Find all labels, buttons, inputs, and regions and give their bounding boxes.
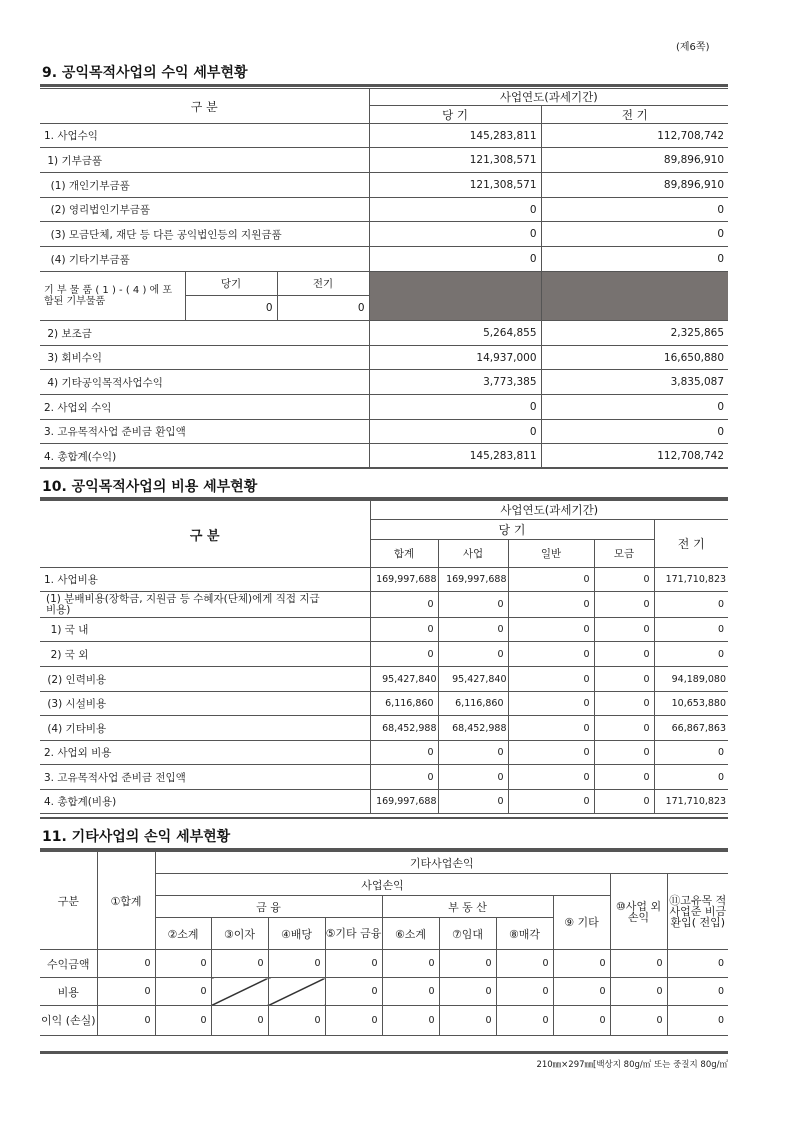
header-period: 사업연도(과세기간) bbox=[369, 89, 728, 106]
current-value: 145,283,811 bbox=[369, 444, 541, 469]
donated-goods-label: 기 부 물 품 ( 1 ) - ( 4 ) 에 포함된 기부물품 bbox=[40, 272, 185, 321]
header-period: 사업연도(과세기간) bbox=[370, 501, 728, 520]
value-cell: 0 bbox=[211, 950, 268, 978]
value-cell: 0 bbox=[439, 1006, 496, 1036]
section-10-bottom-rule bbox=[40, 817, 728, 819]
total-value: 68,452,988 bbox=[370, 716, 438, 741]
previous-value: 2,325,865 bbox=[541, 321, 728, 346]
fund-value: 0 bbox=[594, 592, 654, 618]
table-row bbox=[40, 148, 728, 173]
value-cell: 0 bbox=[382, 978, 439, 1006]
value-cell: 0 bbox=[155, 1006, 211, 1036]
header-realestate: 부 동 산 bbox=[382, 896, 553, 918]
current-value: 0 bbox=[369, 395, 541, 420]
table-row bbox=[40, 978, 728, 1006]
value-cell: 0 bbox=[268, 950, 325, 978]
table-row bbox=[40, 642, 728, 667]
section-11-title: 11. 기타사업의 손익 세부현황 bbox=[42, 829, 231, 845]
business-value: 0 bbox=[438, 741, 508, 765]
header-finance: 금 융 bbox=[155, 896, 382, 918]
previous-value: 171,710,823 bbox=[654, 568, 728, 592]
previous-value: 0 bbox=[541, 222, 728, 247]
header-fund: 모금 bbox=[594, 540, 654, 568]
header-other-pl: 기타사업손익 bbox=[155, 852, 728, 874]
general-value: 0 bbox=[508, 618, 594, 642]
previous-value: 112,708,742 bbox=[541, 124, 728, 148]
business-value: 0 bbox=[438, 642, 508, 667]
value-cell: 0 bbox=[496, 1006, 553, 1036]
previous-value: 0 bbox=[654, 592, 728, 618]
general-value: 0 bbox=[508, 642, 594, 667]
previous-value: 0 bbox=[654, 741, 728, 765]
header-business-pl: 사업손익 bbox=[155, 874, 610, 896]
row-label: 1. 사업수익 bbox=[40, 124, 369, 148]
table-row bbox=[40, 370, 728, 395]
value-cell: 0 bbox=[496, 950, 553, 978]
value-cell: 0 bbox=[553, 950, 610, 978]
goods-previous-value: 0 bbox=[277, 296, 369, 321]
business-value: 6,116,860 bbox=[438, 692, 508, 716]
header-general: 일반 bbox=[508, 540, 594, 568]
previous-value: 10,653,880 bbox=[654, 692, 728, 716]
general-value: 0 bbox=[508, 667, 594, 692]
table-row bbox=[40, 395, 728, 420]
section-11-bottom-rule bbox=[40, 1051, 728, 1054]
section-9-title: 9. 공익목적사업의 수익 세부현황 bbox=[42, 65, 248, 81]
table-row bbox=[40, 444, 728, 469]
table-row bbox=[40, 765, 728, 790]
header-reserve: ⑪고유목 적사업준 비금환입( 전입) bbox=[667, 874, 728, 950]
table-row bbox=[40, 741, 728, 765]
table-row bbox=[40, 420, 728, 444]
shaded-cell bbox=[541, 272, 728, 321]
goods-header-previous: 전기 bbox=[277, 272, 369, 296]
table-row bbox=[40, 247, 728, 272]
value-cell: 0 bbox=[553, 1006, 610, 1036]
row-label: 2. 사업외 비용 bbox=[40, 741, 370, 765]
total-value: 95,427,840 bbox=[370, 667, 438, 692]
previous-value: 0 bbox=[654, 765, 728, 790]
table-row bbox=[40, 321, 728, 346]
row-label: 4. 총합계(비용) bbox=[40, 790, 370, 814]
row-label: (2) 인력비용 bbox=[40, 667, 370, 692]
row-label: 비용 bbox=[40, 978, 97, 1006]
general-value: 0 bbox=[508, 765, 594, 790]
fund-value: 0 bbox=[594, 618, 654, 642]
section-9-bottom-rule bbox=[40, 467, 728, 469]
header-dividend: ④배당 bbox=[268, 918, 325, 950]
previous-value: 171,710,823 bbox=[654, 790, 728, 814]
value-cell: 0 bbox=[610, 978, 667, 1006]
total-value: 6,116,860 bbox=[370, 692, 438, 716]
header-current: 당 기 bbox=[369, 106, 541, 124]
value-cell: 0 bbox=[97, 978, 155, 1006]
value-cell: 0 bbox=[382, 950, 439, 978]
header-total: 합계 bbox=[370, 540, 438, 568]
goods-header-current: 당기 bbox=[185, 272, 277, 296]
row-label: (3) 모금단체, 재단 등 다른 공익법인등의 지원금품 bbox=[40, 222, 369, 247]
header-total: ①합계 bbox=[97, 852, 155, 950]
row-label: 3) 회비수익 bbox=[40, 346, 369, 370]
row-label: 1. 사업비용 bbox=[40, 568, 370, 592]
value-cell: 0 bbox=[382, 1006, 439, 1036]
previous-value: 94,189,080 bbox=[654, 667, 728, 692]
business-value: 68,452,988 bbox=[438, 716, 508, 741]
header-previous: 전 기 bbox=[541, 106, 728, 124]
row-label: 2) 보조금 bbox=[40, 321, 369, 346]
previous-value: 0 bbox=[541, 420, 728, 444]
current-value: 121,308,571 bbox=[369, 148, 541, 173]
fund-value: 0 bbox=[594, 765, 654, 790]
row-label: 1) 기부금품 bbox=[40, 148, 369, 173]
previous-value: 16,650,880 bbox=[541, 346, 728, 370]
expense-table bbox=[40, 500, 728, 814]
diagonal-blank-cell bbox=[211, 978, 268, 1006]
value-cell: 0 bbox=[667, 978, 728, 1006]
total-value: 0 bbox=[370, 741, 438, 765]
section-10-title: 10. 공익목적사업의 비용 세부현황 bbox=[42, 479, 258, 495]
business-value: 169,997,688 bbox=[438, 568, 508, 592]
business-value: 0 bbox=[438, 618, 508, 642]
value-cell: 0 bbox=[268, 1006, 325, 1036]
current-value: 5,264,855 bbox=[369, 321, 541, 346]
value-cell: 0 bbox=[553, 978, 610, 1006]
header-sale: ⑧매각 bbox=[496, 918, 553, 950]
header-lease: ⑦임대 bbox=[439, 918, 496, 950]
row-label: 수익금액 bbox=[40, 950, 97, 978]
diagonal-blank-cell bbox=[268, 978, 325, 1006]
general-value: 0 bbox=[508, 790, 594, 814]
header-other-finance: ⑤기타 금융 bbox=[325, 918, 382, 950]
table-row bbox=[40, 346, 728, 370]
total-value: 169,997,688 bbox=[370, 568, 438, 592]
row-label: 3. 고유목적사업 준비금 전입액 bbox=[40, 765, 370, 790]
header-category: 구분 bbox=[40, 852, 97, 950]
current-value: 0 bbox=[369, 198, 541, 222]
goods-current-value: 0 bbox=[185, 296, 277, 321]
total-value: 0 bbox=[370, 618, 438, 642]
value-cell: 0 bbox=[325, 950, 382, 978]
value-cell: 0 bbox=[439, 978, 496, 1006]
previous-value: 0 bbox=[541, 395, 728, 420]
header-current: 당 기 bbox=[370, 520, 654, 540]
previous-value: 66,867,863 bbox=[654, 716, 728, 741]
table-row bbox=[40, 950, 728, 978]
header-interest: ③이자 bbox=[211, 918, 268, 950]
fund-value: 0 bbox=[594, 667, 654, 692]
row-label: 2) 국 외 bbox=[40, 642, 370, 667]
general-value: 0 bbox=[508, 692, 594, 716]
value-cell: 0 bbox=[155, 978, 211, 1006]
table-row bbox=[40, 198, 728, 222]
row-label: (1) 개인기부금품 bbox=[40, 173, 369, 198]
value-cell: 0 bbox=[496, 978, 553, 1006]
total-value: 169,997,688 bbox=[370, 790, 438, 814]
row-label: (3) 시설비용 bbox=[40, 692, 370, 716]
table-row bbox=[40, 618, 728, 642]
fund-value: 0 bbox=[594, 716, 654, 741]
current-value: 145,283,811 bbox=[369, 124, 541, 148]
value-cell: 0 bbox=[667, 1006, 728, 1036]
previous-value: 3,835,087 bbox=[541, 370, 728, 395]
value-cell: 0 bbox=[667, 950, 728, 978]
paper-spec-note: 210㎜×297㎜[백상지 80g/㎡ 또는 중질지 80g/㎡ bbox=[536, 1060, 728, 1070]
total-value: 0 bbox=[370, 765, 438, 790]
header-sub2: ⑥소계 bbox=[382, 918, 439, 950]
row-label: 4) 기타공익목적사업수익 bbox=[40, 370, 369, 395]
table-row bbox=[40, 667, 728, 692]
table-row bbox=[40, 173, 728, 198]
previous-value: 89,896,910 bbox=[541, 148, 728, 173]
row-label: 4. 총합계(수익) bbox=[40, 444, 369, 469]
value-cell: 0 bbox=[325, 1006, 382, 1036]
current-value: 121,308,571 bbox=[369, 173, 541, 198]
section-9-rule bbox=[40, 84, 728, 87]
previous-value: 112,708,742 bbox=[541, 444, 728, 469]
row-label: 3. 고유목적사업 준비금 환입액 bbox=[40, 420, 369, 444]
fund-value: 0 bbox=[594, 790, 654, 814]
table-row bbox=[40, 124, 728, 148]
value-cell: 0 bbox=[610, 950, 667, 978]
current-value: 0 bbox=[369, 222, 541, 247]
previous-value: 0 bbox=[654, 642, 728, 667]
previous-value: 0 bbox=[654, 618, 728, 642]
previous-value: 0 bbox=[541, 247, 728, 272]
row-label: 이익 (손실) bbox=[40, 1006, 97, 1036]
general-value: 0 bbox=[508, 741, 594, 765]
table-row bbox=[40, 716, 728, 741]
header-nonop: ⑩사업 외손익 bbox=[610, 874, 667, 950]
row-label: 2. 사업외 수익 bbox=[40, 395, 369, 420]
header-previous: 전 기 bbox=[654, 520, 728, 568]
shaded-cell bbox=[369, 272, 541, 321]
business-value: 0 bbox=[438, 790, 508, 814]
total-value: 0 bbox=[370, 592, 438, 618]
general-value: 0 bbox=[508, 592, 594, 618]
total-value: 0 bbox=[370, 642, 438, 667]
header-sub1: ②소계 bbox=[155, 918, 211, 950]
value-cell: 0 bbox=[97, 1006, 155, 1036]
header-category: 구 분 bbox=[40, 501, 370, 568]
business-value: 0 bbox=[438, 765, 508, 790]
value-cell: 0 bbox=[211, 1006, 268, 1036]
value-cell: 0 bbox=[325, 978, 382, 1006]
previous-value: 89,896,910 bbox=[541, 173, 728, 198]
table-row bbox=[40, 692, 728, 716]
page-number: (제6쪽) bbox=[676, 42, 710, 53]
fund-value: 0 bbox=[594, 642, 654, 667]
current-value: 14,937,000 bbox=[369, 346, 541, 370]
table-row bbox=[40, 222, 728, 247]
revenue-table bbox=[40, 88, 728, 469]
current-value: 3,773,385 bbox=[369, 370, 541, 395]
general-value: 0 bbox=[508, 568, 594, 592]
row-label: (1) 분배비용(장학금, 지원금 등 수혜자(단체)에게 직접 지급비용) bbox=[40, 592, 370, 618]
value-cell: 0 bbox=[610, 1006, 667, 1036]
general-value: 0 bbox=[508, 716, 594, 741]
header-etc: ⑨ 기타 bbox=[553, 896, 610, 950]
row-label: (4) 기타비용 bbox=[40, 716, 370, 741]
fund-value: 0 bbox=[594, 692, 654, 716]
value-cell: 0 bbox=[439, 950, 496, 978]
table-row bbox=[40, 568, 728, 592]
fund-value: 0 bbox=[594, 741, 654, 765]
table-row bbox=[40, 790, 728, 814]
row-label: (4) 기타기부금품 bbox=[40, 247, 369, 272]
table-row bbox=[40, 1006, 728, 1036]
business-value: 95,427,840 bbox=[438, 667, 508, 692]
value-cell: 0 bbox=[97, 950, 155, 978]
header-business: 사업 bbox=[438, 540, 508, 568]
business-value: 0 bbox=[438, 592, 508, 618]
row-label: 1) 국 내 bbox=[40, 618, 370, 642]
current-value: 0 bbox=[369, 247, 541, 272]
other-business-table bbox=[40, 851, 728, 1036]
current-value: 0 bbox=[369, 420, 541, 444]
header-category: 구 분 bbox=[40, 89, 369, 124]
fund-value: 0 bbox=[594, 568, 654, 592]
value-cell: 0 bbox=[155, 950, 211, 978]
row-label: (2) 영리법인기부금품 bbox=[40, 198, 369, 222]
previous-value: 0 bbox=[541, 198, 728, 222]
table-row bbox=[40, 592, 728, 618]
